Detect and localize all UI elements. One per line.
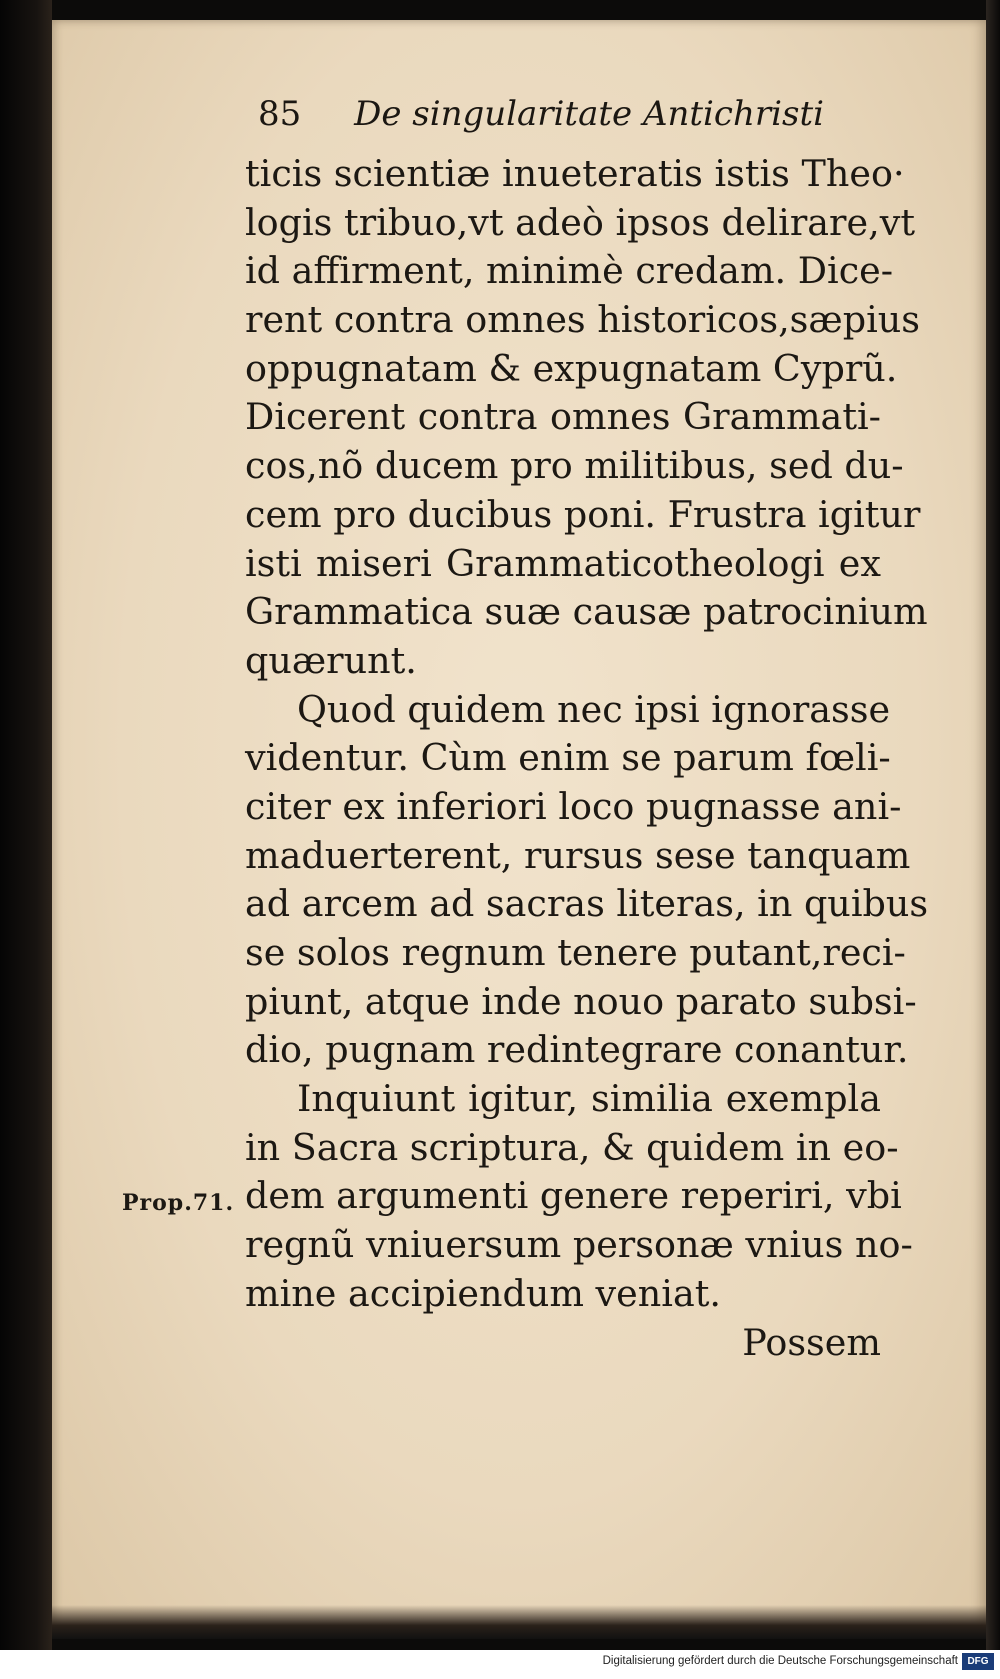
dfg-logo: DFG <box>962 1653 994 1670</box>
text-line: ad arcem ad sacras literas, in quibus <box>245 882 929 926</box>
text-line: Grammatica suæ causæ patrocinium <box>245 590 928 634</box>
text-line: isti miseri Grammaticotheologi ex <box>245 541 881 585</box>
text-line: ticis scientiæ inueteratis istis Theo· <box>245 152 905 195</box>
funding-credit: Digitalisierung gefördert durch die Deutsche Forschungsgemeinschaft <box>602 1655 958 1667</box>
text-line: se solos regnum tenere putant,reci- <box>245 931 906 974</box>
text-line: rent contra omnes historicos,sæpius <box>245 298 921 342</box>
text-line: videntur. Cùm enim se parum fœli- <box>245 736 891 780</box>
text-line: mine accipiendum veniat. <box>245 1271 721 1315</box>
paragraph-start-line: Quod quidem nec ipsi ignorasse <box>297 687 891 731</box>
page-number: 85 <box>258 94 302 134</box>
page-bottom-edge <box>52 1605 986 1639</box>
text-line: regnũ vniuersum personæ vnius no- <box>245 1223 913 1267</box>
body-text <box>245 150 929 1367</box>
text-line: piunt, atque inde nouo parato subsi- <box>245 979 917 1023</box>
text-line: dem argumenti genere reperiri, vbi <box>245 1174 902 1218</box>
marginal-note: Prop.71. <box>122 1190 235 1216</box>
text-line: citer ex inferiori loco pugnasse ani- <box>245 784 902 828</box>
paragraph-start-line: Inquiunt igitur, similia exempla <box>297 1077 881 1121</box>
text-line: logis tribuo,vt adeò ipsos delirare,vt <box>245 200 915 244</box>
text-line: id affirment, minimè credam. Dice- <box>245 249 894 293</box>
text-line: maduerterent, rursus sese tanquam <box>245 833 911 877</box>
text-line: quærunt. <box>245 638 417 682</box>
running-header <box>258 94 824 134</box>
text-line: dio, pugnam redintegrare conantur. <box>245 1028 909 1072</box>
scan-left-edge <box>0 0 52 1650</box>
text-line: in Sacra scriptura, & quidem in eo- <box>245 1125 899 1169</box>
text-line: Dicerent contra omnes Grammati- <box>245 395 881 439</box>
running-title: De singularitate Antichristi <box>354 94 824 134</box>
scan-right-edge <box>986 0 1000 1650</box>
catchword: Possem <box>742 1320 881 1364</box>
text-line: cem pro ducibus poni. Frustra igitur <box>245 492 921 536</box>
text-line: cos,nõ ducem pro militibus, sed du- <box>245 444 904 488</box>
text-line: oppugnatam & expugnatam Cyprũ. <box>245 346 898 390</box>
